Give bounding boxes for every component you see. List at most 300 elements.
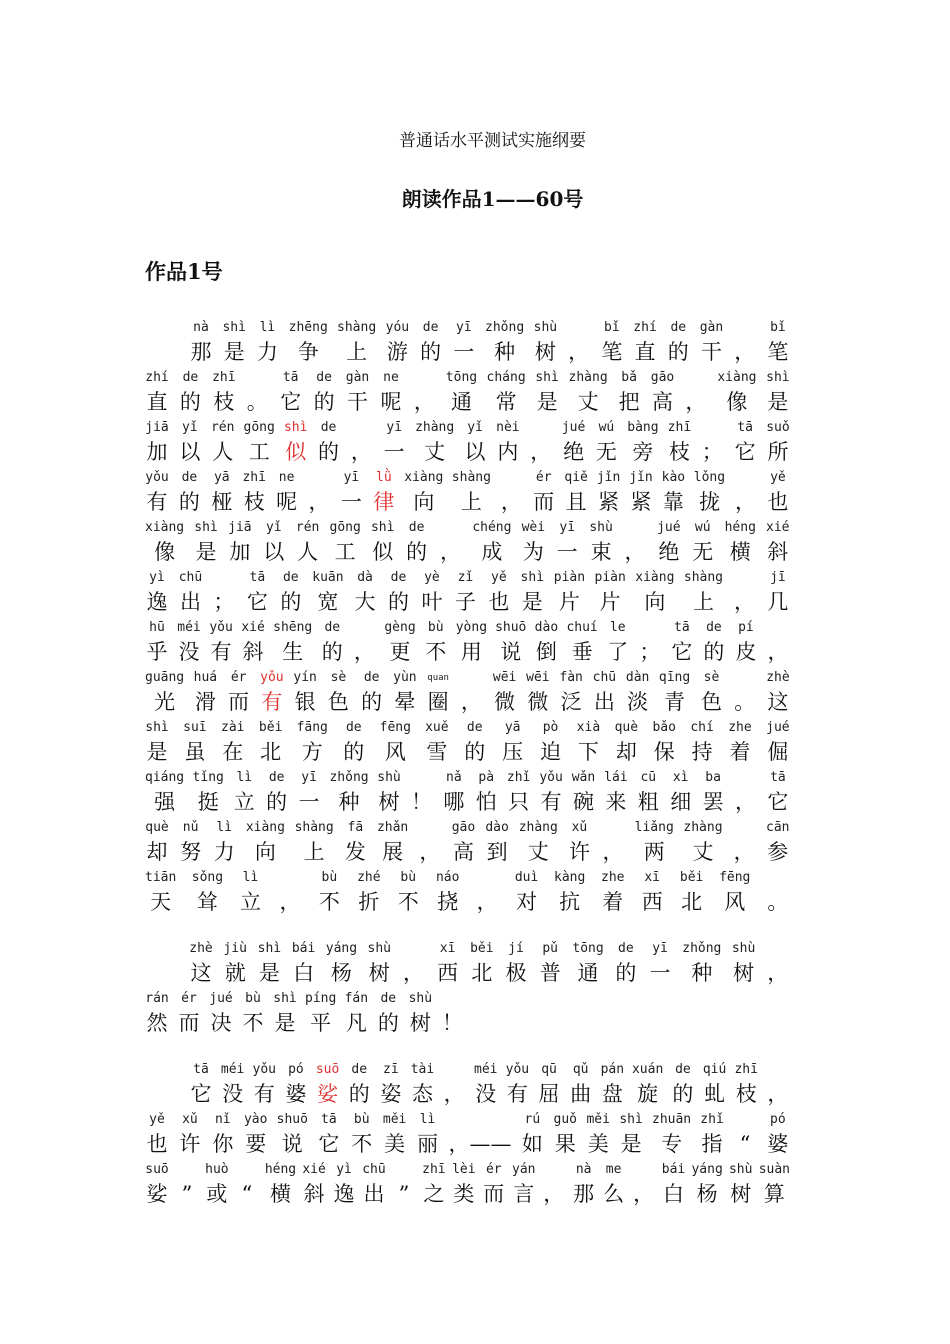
pinyin-annotation: guǒ [553,1112,578,1127]
pinyin-annotation: piàn [553,570,586,585]
pinyin-annotation: yī [386,420,403,435]
pinyin-annotation: yǒu [252,1062,277,1077]
annotated-character [766,718,790,766]
annotated-character [719,868,750,916]
annotated-character [567,818,591,866]
pinyin-annotation: fēng [379,720,411,735]
annotated-character [367,939,391,987]
hanzi-character: 参 [767,840,789,864]
text-line [145,818,805,868]
pinyin-annotation: zhī [212,370,236,385]
hanzi-character: 而 [483,1182,505,1206]
hanzi-character: 叶 [421,590,443,614]
annotated-character [332,1160,356,1208]
pinyin-annotation: zhàng [683,820,723,835]
pinyin-annotation: yáng [691,1162,723,1177]
annotated-character [297,768,321,816]
annotated-character [210,468,234,516]
punctuation [732,568,756,616]
annotated-character [221,1060,245,1108]
hanzi-character: 保 [653,740,675,764]
annotated-character [569,1060,593,1108]
hanzi-character: 的 [464,740,486,764]
hanzi-character: 工 [248,440,270,464]
pinyin-annotation: me [605,1162,622,1177]
pinyin-annotation: wēi [492,670,517,685]
hanzi-character: 没 [475,1082,497,1106]
pinyin-annotation: bù [400,870,417,885]
annotated-character [576,718,600,766]
annotated-character [422,1160,446,1208]
annotated-character [597,468,621,516]
hanzi-character: ， [279,890,301,914]
pinyin-annotation: shì [520,570,545,585]
pinyin-annotation: tā [282,370,299,385]
pinyin-annotation: gāo [451,820,476,835]
pinyin-annotation: suō [315,1062,340,1077]
hanzi-character: ， [308,490,330,514]
hanzi-character: 北 [260,740,282,764]
pinyin-annotation: yī [652,941,668,956]
hanzi-character: 倒 [535,640,557,664]
annotated-character [362,1160,386,1208]
hanzi-character: 一 [453,340,475,364]
hanzi-character: 西 [641,890,663,914]
hanzi-character: 是 [223,340,245,364]
annotated-character [592,668,616,716]
pinyin-annotation: shàng [294,820,334,835]
hanzi-character: 的 [179,390,201,414]
annotated-character [652,1110,691,1158]
hanzi-character: 桠 [211,490,233,514]
hanzi-character: 旋 [637,1082,659,1106]
hanzi-character: 枝 [735,1082,757,1106]
pinyin-annotation: zhuān [652,1112,692,1127]
hanzi-character: 滑 [194,690,216,714]
hanzi-character: 束 [590,540,612,564]
hanzi-character: 是 [274,1011,296,1035]
annotated-character [636,768,660,816]
punctuation [440,989,464,1037]
punctuation [567,318,591,366]
annotated-character [259,718,283,766]
pinyin-annotation: kào [661,470,686,485]
pinyin-annotation: xiàng [404,470,444,485]
annotated-character [463,418,487,466]
pinyin-annotation: shàng [683,570,724,585]
pinyin-annotation: tōng [445,370,478,385]
hanzi-character: 微 [527,690,549,714]
annotated-character [572,1160,596,1208]
hanzi-character: 笔 [767,340,789,364]
hanzi-character: 的 [348,1082,370,1106]
hanzi-character: 高 [452,840,474,864]
annotated-character [145,1160,169,1208]
pinyin-annotation: zhǒng [682,941,722,956]
pinyin-annotation: rán [145,991,169,1006]
punctuation [734,768,758,816]
hanzi-character: ； [639,640,661,664]
annotated-character [456,618,487,666]
pinyin-annotation: jī [770,570,786,585]
hanzi-character: ， [568,340,590,364]
annotated-character [600,1060,624,1108]
annotated-character [604,768,628,816]
pinyin-annotation: wú [694,520,711,535]
hanzi-character: 态 [411,1082,433,1106]
hanzi-character: 两 [643,840,665,864]
hanzi-character: 有 [506,1082,528,1106]
pinyin-annotation: piàn [594,570,626,585]
pinyin-annotation: ne [278,470,295,485]
annotated-character [223,939,247,987]
annotated-character [470,939,494,987]
hanzi-character: 直 [146,390,168,414]
pinyin-annotation: wēi [526,670,550,685]
pinyin-annotation: xiàng [635,570,675,585]
hanzi-character: 有 [253,1082,275,1106]
pinyin-annotation: fāng [296,720,328,735]
hanzi-character: 上 [460,490,482,514]
annotated-character [728,718,752,766]
hanzi-character: 青 [664,690,686,714]
hanzi-character: 。 [767,890,789,914]
annotated-character [534,618,558,666]
hanzi-character: 一 [556,540,578,564]
hanzi-character: 它 [280,390,302,414]
annotated-character [177,468,201,516]
annotated-character [619,1110,643,1158]
annotated-character [277,1110,308,1158]
hanzi-character: 子 [454,590,476,614]
annotated-character [293,668,317,716]
text-line [145,868,805,918]
pinyin-annotation: běi [258,720,283,735]
hanzi-character: 横 [729,540,751,564]
hanzi-character: 呢 [276,490,298,514]
text-line [145,368,805,418]
pinyin-annotation: nǎ [446,770,462,785]
hanzi-character: 淡 [627,690,649,714]
hanzi-character: 向 [644,590,666,614]
annotated-character [420,568,444,616]
punctuation [684,368,708,416]
punctuation [175,1160,199,1208]
hanzi-character: 专 [661,1132,683,1156]
pinyin-annotation: de [316,370,332,385]
hanzi-character: 那 [190,340,212,364]
annotated-character [260,668,284,716]
pinyin-annotation: shì [273,991,297,1006]
annotated-character [453,568,477,616]
hanzi-character: 绝 [658,540,680,564]
pinyin-annotation: yā [213,470,230,485]
annotated-character [632,1060,663,1108]
annotated-character [410,1060,434,1108]
hanzi-character: 虽 [184,740,206,764]
annotated-character [766,1110,790,1158]
pinyin-annotation: suàn [758,1162,790,1177]
pinyin-annotation: lái [604,770,628,785]
hanzi-character: 的 [343,740,365,764]
hanzi-character: 压 [502,740,524,764]
annotated-character [732,939,756,987]
hanzi-character: 逸 [333,1182,355,1206]
annotated-character [571,768,595,816]
hanzi-character: ， [733,840,755,864]
annotated-character [703,1060,727,1108]
hanzi-character: 有 [146,490,168,514]
annotated-character [648,939,672,987]
hanzi-character: ， [500,490,522,514]
hanzi-character: 的 [321,640,343,664]
hanzi-character: 姿 [380,1082,402,1106]
annotated-character [734,1060,758,1108]
punctuation [766,939,790,987]
pinyin-annotation: lì [216,820,233,835]
hanzi-character: 普 [539,961,561,985]
hanzi-character: 它 [190,1082,212,1106]
annotated-character [520,568,544,616]
hanzi-character: 屈 [538,1082,560,1106]
hanzi-character: “ [739,1132,751,1156]
hanzi-character: 如 [521,1132,543,1156]
annotated-character [495,618,526,666]
annotated-character [766,318,790,366]
annotated-character [659,668,690,716]
pinyin-annotation: méi [220,1062,245,1077]
hanzi-character: 天 [150,890,172,914]
annotated-character [396,868,420,916]
annotated-character [635,818,674,866]
hanzi-character: 有 [261,690,283,714]
annotated-character [562,418,586,466]
pinyin-annotation: gāo [650,370,675,385]
pinyin-annotation: shì [766,370,790,385]
pinyin-annotation: bǎo [652,720,676,735]
pinyin-annotation: zhè [189,941,213,956]
hanzi-character: 种 [338,790,360,814]
annotated-character [424,618,448,666]
pinyin-annotation: jiā [145,420,169,435]
pinyin-annotation: méi [474,1062,498,1077]
hanzi-character: 风 [724,890,746,914]
annotated-character [662,1160,686,1208]
hanzi-character: 似 [285,440,307,464]
punctuation [418,818,442,866]
pinyin-annotation: tōng [572,941,604,956]
hanzi-character: ； [213,590,235,614]
pinyin-annotation: ér [485,1162,502,1177]
punctuation [766,1060,790,1108]
pinyin-annotation: tā [770,770,786,785]
hanzi-character: 枝 [213,390,235,414]
annotated-character [496,418,520,466]
hanzi-character: 丈 [692,840,714,864]
annotated-character [405,518,429,566]
annotated-character [265,768,289,816]
annotated-character [725,518,756,566]
pinyin-annotation: shù [367,941,391,956]
hanzi-character: 紧 [598,490,620,514]
annotated-character [472,518,511,566]
annotated-character [205,1160,229,1208]
hanzi-character: 晕 [394,690,416,714]
annotated-character [194,518,218,566]
annotated-character [684,568,723,616]
hanzi-character: 许 [179,1132,201,1156]
annotated-character [766,468,790,516]
pinyin-annotation: xié [241,620,265,635]
punctuation [766,618,790,666]
annotated-character [384,618,415,666]
document-title: 普通话水平测试实施纲要 [399,131,586,151]
annotated-character [246,818,285,866]
annotated-character [377,818,408,866]
annotated-character [337,318,376,366]
pinyin-annotation: de [390,570,407,585]
pinyin-annotation: xuě [425,720,449,735]
hanzi-character: 片 [599,590,621,614]
annotated-character [538,939,562,987]
annotated-character [629,468,653,516]
pinyin-annotation: zhǒng [485,320,525,335]
pinyin-annotation: què [614,720,639,735]
pinyin-annotation: cháng [486,370,526,385]
pinyin-annotation: shù [533,320,558,335]
pinyin-annotation: zhí [145,370,169,385]
hanzi-character: 丈 [424,440,446,464]
hanzi-character: 人 [212,440,234,464]
hanzi-character: ， [735,490,756,514]
pinyin-annotation: ér [535,470,552,485]
annotated-character [553,1110,577,1158]
annotated-character [606,618,630,666]
pinyin-annotation: xiàng [717,370,757,385]
hanzi-character: 虬 [704,1082,726,1106]
pinyin-annotation: duì [514,870,539,885]
hanzi-character: 干 [347,390,369,414]
hanzi-character: ， [476,890,498,914]
hanzi-character: 一 [340,490,362,514]
annotated-character [289,318,328,366]
pinyin-annotation: shù [731,941,756,956]
annotated-character [189,939,213,987]
annotated-character [766,518,790,566]
pinyin-annotation: de [282,570,299,585]
annotated-character [317,868,341,916]
hanzi-character: 出 [179,590,201,614]
pinyin-annotation: nà [193,320,209,335]
annotated-character [343,818,367,866]
annotated-character [227,668,251,716]
pinyin-annotation: héng [264,1162,297,1177]
hanzi-character: 丈 [527,840,549,864]
hanzi-character: ， [767,640,789,664]
hanzi-character: 争 [297,340,319,364]
annotated-character [241,989,265,1037]
punctuation [499,468,523,516]
annotated-character [554,868,585,916]
hanzi-character: 旁 [632,440,654,464]
paragraph-2 [145,939,805,1039]
hanzi-character: 而 [533,490,555,514]
hanzi-character: 凡 [345,1011,367,1035]
hanzi-character: ， [767,1082,789,1106]
hanzi-character: ， [633,1182,655,1206]
pinyin-annotation: yě [770,470,786,485]
annotated-character [699,318,723,366]
hanzi-character: 有 [210,640,232,664]
annotated-character [178,368,202,416]
pinyin-annotation: de [675,1062,691,1077]
hanzi-character: 色 [700,690,722,714]
annotated-character [451,818,475,866]
pinyin-annotation: bàng [627,420,659,435]
hanzi-character: 对 [516,890,538,914]
annotated-character [426,668,450,716]
hanzi-character: ， [439,540,461,564]
annotated-character [145,518,184,566]
hanzi-character: 却 [615,740,637,764]
annotated-character [452,318,476,366]
annotated-character [452,468,491,516]
pinyin-annotation: cān [766,820,790,835]
annotated-character [601,868,625,916]
hanzi-character: ， [543,1182,565,1206]
hanzi-character: 靠 [662,490,684,514]
annotated-character [177,989,201,1037]
punctuation [700,418,724,466]
pinyin-annotation: zhe [601,870,625,885]
annotated-character [539,718,563,766]
hanzi-character: 不 [425,640,447,664]
hanzi-character: 通 [450,390,472,414]
hanzi-character: 是 [620,1132,642,1156]
annotated-character [209,618,233,666]
pinyin-annotation: yín [293,670,317,685]
hanzi-character: 无 [692,540,714,564]
pinyin-annotation: zhàng [415,420,455,435]
hanzi-character: 折 [358,890,380,914]
annotated-character [733,418,757,466]
pinyin-annotation: qǔ [572,1062,589,1077]
punctuation [459,668,483,716]
hanzi-character: 光 [154,690,176,714]
hanzi-character: ， [530,440,552,464]
pinyin-annotation: de [466,720,483,735]
annotated-character [635,568,674,616]
pinyin-annotation: shì [194,520,218,535]
pinyin-annotation: yě [149,1112,165,1127]
annotated-character [633,318,657,366]
hanzi-character: 发 [344,840,366,864]
pinyin-annotation: jǐn [596,470,621,485]
pinyin-annotation: kuān [312,570,344,585]
hanzi-character: 平 [310,1011,332,1035]
text-line [145,418,805,468]
annotated-character [520,1110,544,1158]
hanzi-character: 内 [497,440,519,464]
pinyin-annotation: zhī [242,470,266,485]
text-line [145,718,805,768]
pinyin-annotation: liǎng [634,820,674,835]
annotated-character [504,939,528,987]
annotated-character [241,618,265,666]
hanzi-character: 也 [767,490,789,514]
annotated-character [178,418,202,466]
annotated-character [242,468,266,516]
